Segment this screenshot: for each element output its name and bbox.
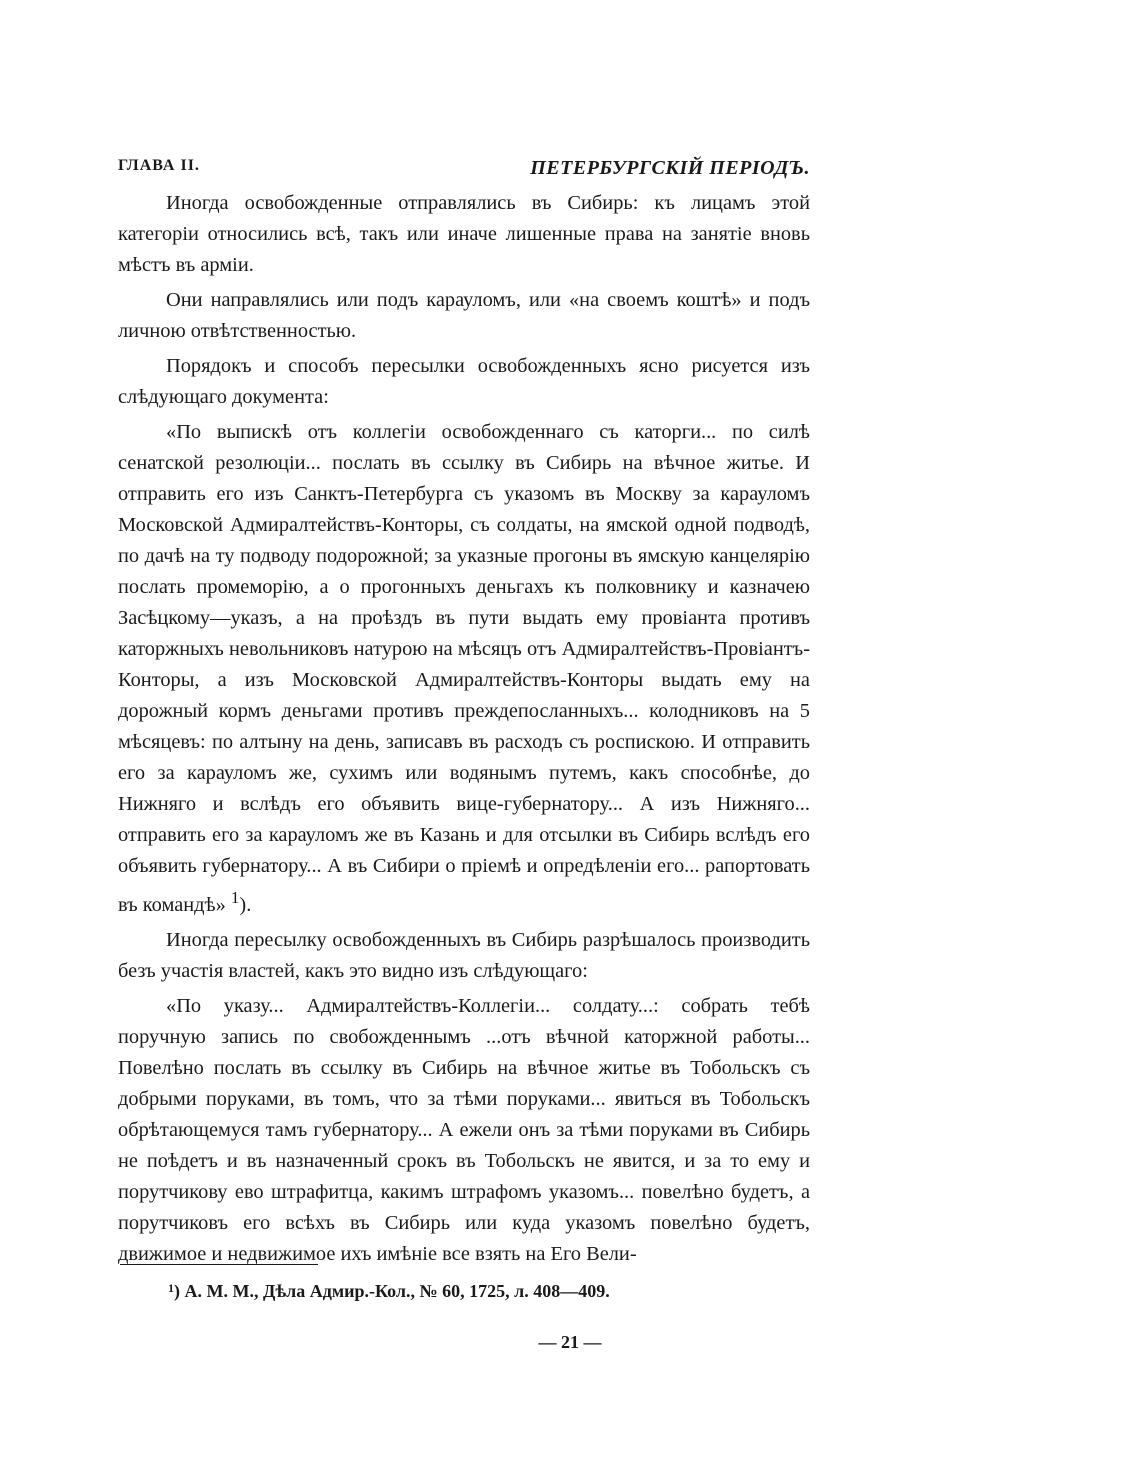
- chapter-label: ГЛАВА II.: [118, 157, 200, 174]
- paragraph: Они направлялись или подъ карауломъ, или «на своемъ коштѣ» и подъ личною отвѣтственностью.: [118, 289, 810, 342]
- quoted-document: «По указу... Адмиралтействъ-Коллегіи... солдату...: собрать тебѣ поручную запись по свобожденнымъ ...отъ вѣчной каторжной работы... Повелѣно послать въ ссылку въ Сибирь на вѣчное житье въ Тобольскъ съ добрыми поруками, въ томъ, что за тѣми поруками... явиться въ Тобольскъ обрѣтающемуся тамъ губернатору... А ежели онъ за тѣми поруками въ Сибирь не поѣдетъ и въ назначенный срокъ въ Тобольскъ не явится, и за то ему и порутчикову ево штрафитца, какимъ штрафомъ указомъ... повелѣно будетъ, а порутчиковъ его всѣхъ въ Сибирь или куда указомъ повелѣно будетъ, движимое и недвижимое ихъ имѣніе все взять на Его Вели-: [118, 994, 810, 1265]
- quoted-document: [118, 417, 810, 921]
- footnote-reference[interactable]: 1: [230, 888, 240, 907]
- footnote-mark: 1: [168, 1281, 174, 1295]
- footnote: [168, 1278, 610, 1304]
- running-head: [118, 157, 810, 183]
- body-text: [118, 188, 810, 1274]
- paragraph-text: «По выпискѣ отъ коллегіи освобожденнаго съ каторги... по силѣ сенатской резолюціи... послать въ ссылку въ Сибирь на вѣчное житье. И отправить его изъ Санктъ-Петербурга съ указомъ въ Москву за карауломъ Московской Адмиралтействъ-Конторы, съ солдаты, на ямской одной подводѣ, по дачѣ на ту подводу подорожной; за указные прогоны въ ямскую канцелярію послать промеморію, а о прогонныхъ деньгахъ къ полковнику и казначею Засѣцкому—указъ, а на проѣздъ въ пути выдать ему провіанта противъ каторжныхъ невольниковъ натурою на мѣсяцъ отъ Адмиралтействъ-Провіантъ-Конторы, а изъ Московской Адмиралтействъ-Конторы выдать ему на дорожный кормъ деньгами противъ преждепосланныхъ... колодниковъ на 5 мѣсяцевъ: по алтыну на день, записавъ въ расходъ съ роспискою. И отправить его за карауломъ же, сухимъ или водянымъ путемъ, какъ способнѣе, до Нижняго и вслѣдъ его объявить вице-губернатору... А изъ Нижняго... отправить его за карауломъ же въ Казань и для отсылки въ Сибирь вслѣдъ его объявить губернатору... А въ Сибири о пріемѣ и опредѣленіи его... рапортовать въ командѣ»: [118, 421, 810, 916]
- paragraph: Иногда пересылку освобожденныхъ въ Сибирь разрѣшалось производить безъ участія властей, какъ это видно изъ слѣдующаго:: [118, 928, 810, 982]
- page-number: — 21 —: [538, 1332, 602, 1352]
- footnote-text: ) А. М. М., Дѣла Адмир.-Кол., № 60, 1725, л. 408—409.: [174, 1281, 610, 1301]
- footnote-reference-tail: ).: [239, 893, 252, 916]
- footnote-divider: [120, 1264, 318, 1265]
- paragraph: Порядокъ и способъ пересылки освобожденныхъ ясно рисуется изъ слѣдующаго документа:: [118, 355, 810, 408]
- paragraph: Иногда освобожденные отправлялись въ Сибирь: къ лицамъ этой категоріи относились всѣ, такъ или иначе лишенные права на занятіе вновь мѣстъ въ арміи.: [118, 192, 810, 276]
- running-title: ПЕТЕРБУРГСКІЙ ПЕРІОДЪ.: [530, 157, 810, 179]
